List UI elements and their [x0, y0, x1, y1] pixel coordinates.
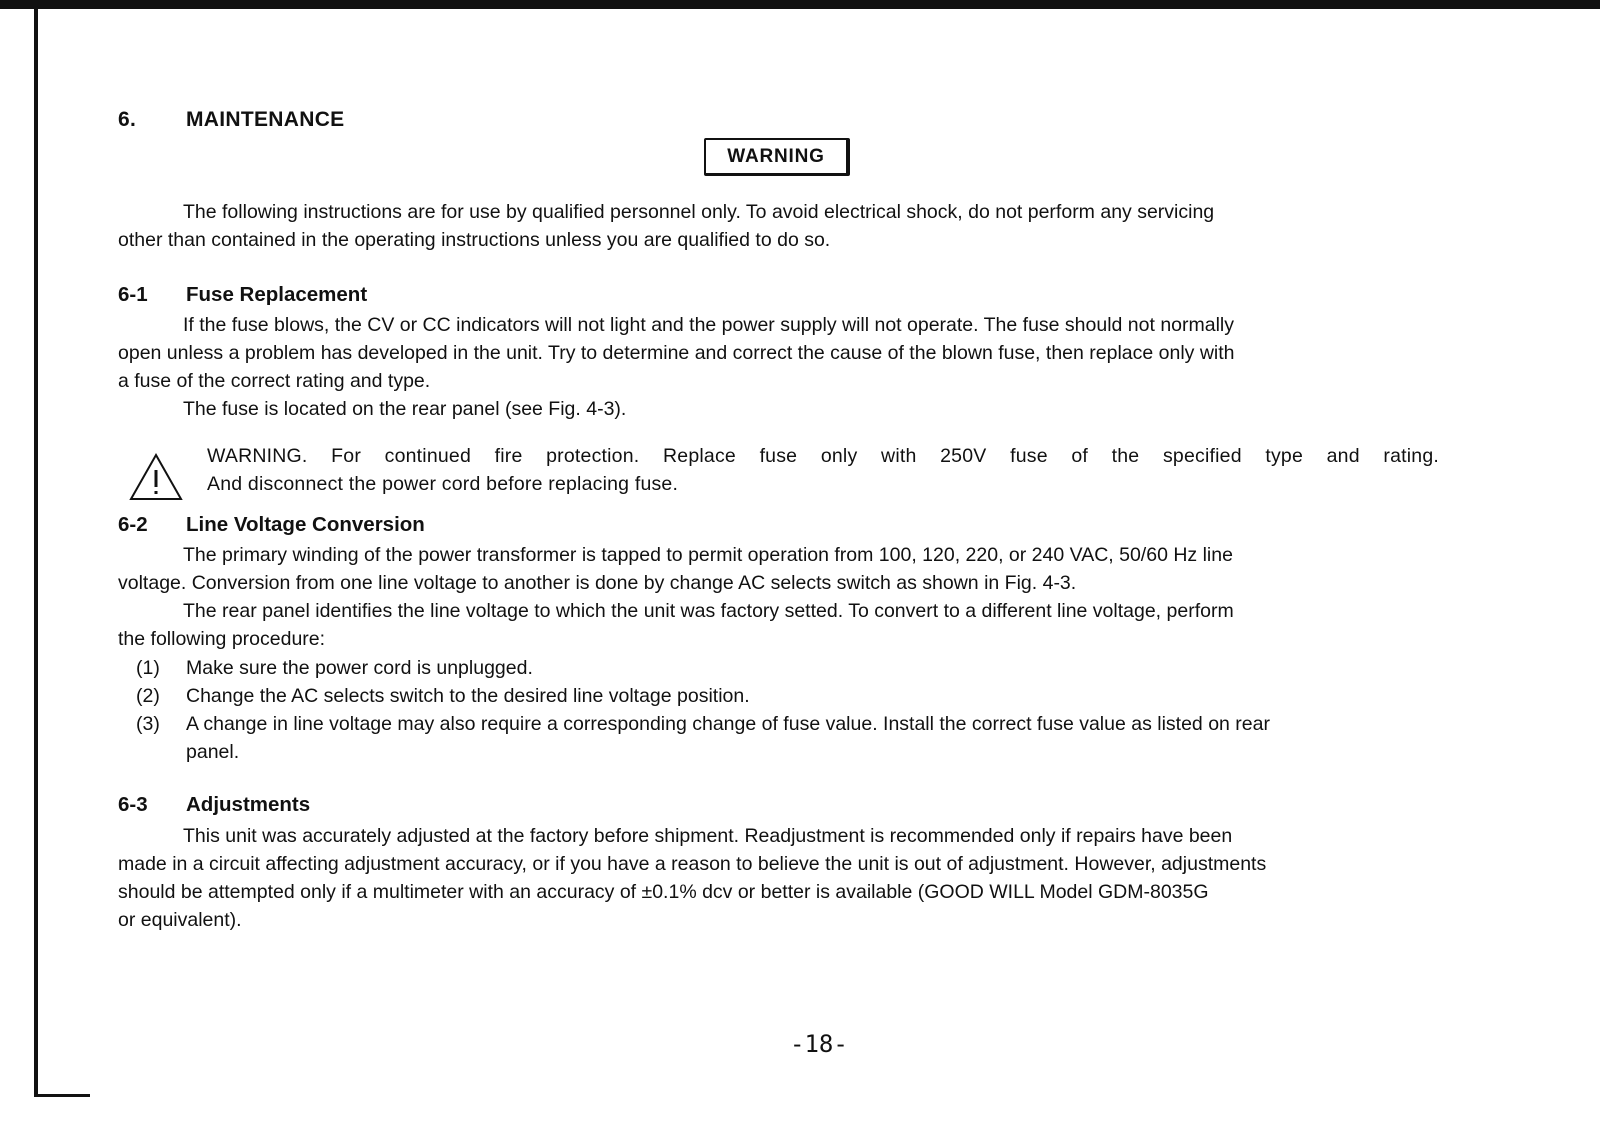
intro-line-2: other than contained in the operating instructions unless you are qualified to do so.	[118, 229, 831, 251]
line-voltage-number: 6-2	[118, 513, 148, 536]
caution-line-2: And disconnect the power cord before replacing fuse.	[207, 473, 679, 495]
procedure-step-continuation: panel.	[186, 741, 240, 763]
line-voltage-title: Line Voltage Conversion	[186, 513, 425, 536]
fuse-title: Fuse Replacement	[186, 283, 368, 306]
step-marker: (2)	[136, 685, 160, 707]
adj-line-3: should be attempted only if a multimeter with an accuracy of ±0.1% dcv or better is available (GOOD WILL Model GDM-8035G	[118, 881, 1209, 903]
adjustments-number: 6-3	[118, 793, 148, 816]
fuse-paragraph-1	[118, 311, 1458, 423]
procedure-step	[136, 710, 1446, 738]
adj-line-4: or equivalent).	[118, 909, 242, 931]
adjustments-paragraph	[118, 822, 1458, 934]
adjustments-heading	[118, 793, 310, 817]
intro-line-1: The following instructions are for use by qualified personnel only. To avoid electrical shock, do not perform any servicing	[183, 201, 1215, 223]
step-marker: (3)	[136, 713, 160, 735]
section-title: MAINTENANCE	[186, 108, 345, 131]
section-heading	[118, 108, 344, 132]
fuse-heading	[118, 283, 367, 307]
section-number: 6.	[118, 108, 137, 131]
procedure-step	[136, 654, 1446, 682]
warning-triangle-icon	[128, 452, 184, 502]
fuse-p2: The fuse is located on the rear panel (see Fig. 4-3).	[183, 398, 627, 420]
fuse-p1-line-2: open unless a problem has developed in the unit. Try to determine and correct the cause of the blown fuse, then replace only with	[118, 342, 1235, 364]
adj-line-1: This unit was accurately adjusted at the factory before shipment. Readjustment is recommended only if repairs have been	[183, 825, 1233, 847]
lv-p2-line-1: The rear panel identifies the line voltage to which the unit was factory setted. To convert to a different line voltage, perform	[183, 600, 1234, 622]
caution-line-1: WARNING. For continued fire protection. Replace fuse only with 250V fuse of the specified type and rating.	[207, 445, 1439, 467]
fuse-p1-line-3: a fuse of the correct rating and type.	[118, 370, 431, 392]
fuse-caution-note	[207, 442, 1439, 498]
line-voltage-paragraph	[118, 541, 1458, 653]
procedure-step	[136, 682, 1446, 710]
warning-label: WARNING	[727, 145, 825, 167]
fuse-p1-line-1: If the fuse blows, the CV or CC indicators will not light and the power supply will not operate. The fuse should not normally	[183, 314, 1235, 336]
step-marker: (1)	[136, 657, 160, 679]
intro-paragraph	[118, 198, 1458, 254]
step-text: Make sure the power cord is unplugged.	[186, 657, 533, 679]
page-number: -18-	[790, 1030, 848, 1058]
line-voltage-heading	[118, 513, 425, 537]
step-text: Change the AC selects switch to the desired line voltage position.	[186, 685, 750, 707]
lv-p1-line-2: voltage. Conversion from one line voltage to another is done by change AC selects switch as shown in Fig. 4-3.	[118, 572, 1077, 594]
warning-box	[704, 138, 850, 176]
lv-p1-line-1: The primary winding of the power transformer is tapped to permit operation from 100, 120, 220, or 240 VAC, 50/60 Hz line	[183, 544, 1233, 566]
fuse-number: 6-1	[118, 283, 148, 306]
step-text: A change in line voltage may also require a corresponding change of fuse value. Install the correct fuse value as listed on rear	[186, 713, 1270, 735]
adj-line-2: made in a circuit affecting adjustment accuracy, or if you have a reason to believe the unit is out of adjustment. However, adjustments	[118, 853, 1267, 875]
lv-p2-line-2: the following procedure:	[118, 628, 326, 650]
adjustments-title: Adjustments	[186, 793, 311, 816]
